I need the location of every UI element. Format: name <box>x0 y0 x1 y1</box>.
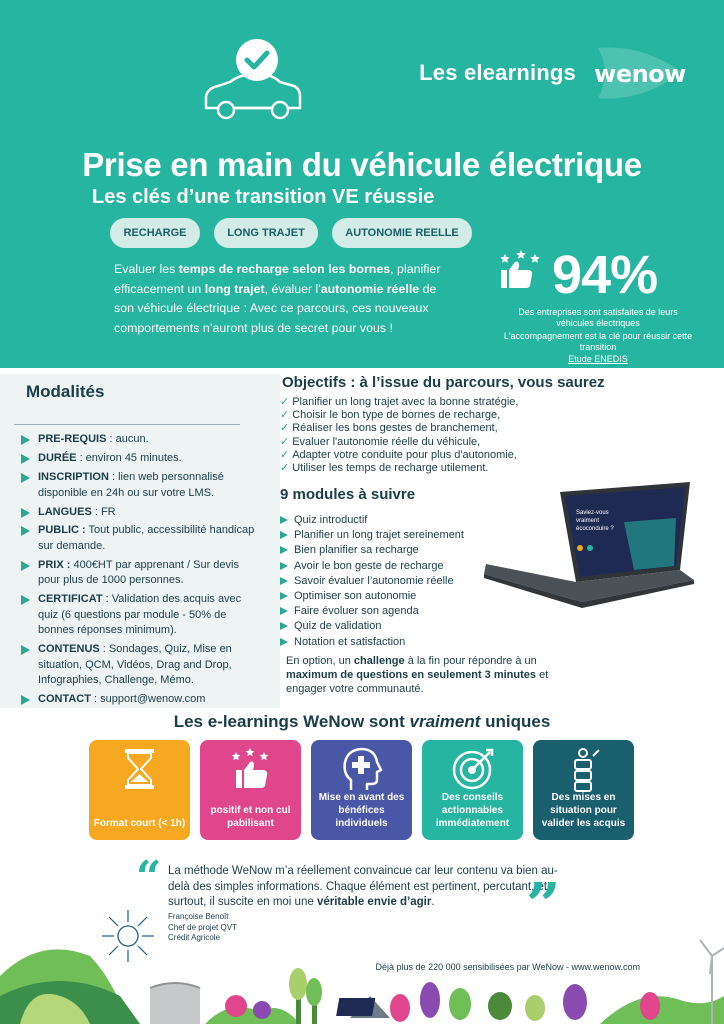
feature-card-mises-en-situation <box>533 740 634 840</box>
feature-card-label: Des conseils actionnables immédiatement <box>435 792 510 829</box>
feature-card-benefices <box>311 740 412 840</box>
list-item: Avoir le bon geste de recharge <box>280 559 464 574</box>
arrow-right-icon <box>21 561 30 571</box>
feature-card-conseils <box>422 740 523 840</box>
stat-description: Des entreprises sont satisfaites de leurs véhicules électriques <box>518 307 678 328</box>
laptop-illustration <box>484 482 696 608</box>
list-item: Savoir évaluer l’autonomie réelle <box>280 574 464 589</box>
testimonial-text: La méthode WeNow m’a réellement convaincue car leur contenu va bien au-delà des simples informations. Chaque élément est pertinent, percutant, et surtout, il suscite en moi une véritable envie d’agir. <box>168 865 558 908</box>
arrow-right-icon <box>280 607 288 615</box>
laptop-screen-line2: vraiment <box>576 518 600 524</box>
thumbs-up-stars-icon <box>495 248 543 292</box>
list-item: LANGUES : FR <box>20 505 258 521</box>
arrow-right-icon <box>21 695 30 705</box>
list-item: PRIX : 400€HT par apprenant / Sur devis pour plus de 1000 personnes. <box>20 558 258 589</box>
logo-text: wenow <box>594 60 686 88</box>
list-item: Quiz de validation <box>280 619 464 634</box>
list-item: CONTACT : support@wenow.com <box>20 692 258 708</box>
page-title: Prise en main du véhicule électrique <box>82 146 642 183</box>
feature-card-label: Format court (< 1h) <box>93 818 186 829</box>
list-item: CERTIFICAT : Validation des acquis avec quiz (6 questions par module - 50% de bonnes réponses minimum). <box>20 592 258 639</box>
arrow-right-icon <box>21 508 30 518</box>
option-text: En option, un challenge à la fin pour répondre à un maximum de questions en seulement 3 minutes et engager votre communauté. <box>286 655 549 695</box>
intro-text: Evaluer les temps de recharge selon les bornes, planifier efficacement un long trajet, évaluer l'autonomie réelle de son véhicule électrique : Avec ce parcours, ces nouveaux comportements n’auront plus de secret pour vous ! <box>114 262 441 335</box>
list-item: PUBLIC : Tout public, accessibilité handicap sur demande. <box>20 523 258 554</box>
arrow-right-icon <box>280 577 288 585</box>
page-subtitle: Les clés d’une transition VE réussie <box>92 186 435 208</box>
arrow-right-icon <box>280 516 288 524</box>
check-icon: ✓ <box>280 435 290 448</box>
list-item: ✓ Evaluer l'autonomie réelle du véhicule, <box>280 435 481 448</box>
list-item: ✓ Réaliser les bons gestes de branchement, <box>280 422 498 435</box>
footer-text: Déjà plus de 220 000 sensibilisées par WeNow - www.wenow.com <box>375 962 640 972</box>
list-item: ✓ Planifier un long trajet avec la bonne stratégie, <box>280 396 519 408</box>
list-item: Bien planifier sa recharge <box>280 543 464 558</box>
target-icon <box>450 746 495 792</box>
tag-list <box>110 218 472 248</box>
arrow-right-icon <box>21 595 30 605</box>
arrow-right-icon <box>21 473 30 483</box>
tag-long-trajet: LONG TRAJET <box>214 218 318 248</box>
tag-recharge: RECHARGE <box>110 218 200 248</box>
objectifs-title: Objectifs : à l’issue du parcours, vous saurez <box>282 374 605 391</box>
check-icon: ✓ <box>280 422 290 435</box>
arrow-right-icon <box>21 645 30 655</box>
arrow-right-icon <box>280 592 288 600</box>
stacked-figure-icon <box>561 746 606 792</box>
check-icon: ✓ <box>280 448 290 461</box>
brand <box>419 42 688 104</box>
arrow-right-icon <box>280 622 288 630</box>
list-item: INSCRIPTION : lien web personnalisé disponible en 24h ou sur votre LMS. <box>20 470 258 501</box>
feature-card-label: positif et non cul pabilisant <box>210 805 291 829</box>
author-role: Chef de projet QVT <box>168 922 237 932</box>
divider <box>14 424 240 425</box>
arrow-right-icon <box>280 531 288 539</box>
arrow-right-icon <box>280 638 288 646</box>
modalites-list <box>20 429 258 708</box>
quote-close-icon: ” <box>526 871 561 941</box>
electric-car-check-icon <box>200 36 306 128</box>
hourglass-icon <box>117 746 162 792</box>
wenow-logo <box>592 42 688 104</box>
modules-title: 9 modules à suivre <box>280 486 416 503</box>
author-name: Françoise Benoît <box>168 912 229 921</box>
laptop-screen-line3: écoconduire ? <box>576 526 614 532</box>
list-item: Planifier un long trajet sereinement <box>280 528 464 543</box>
feature-card-label: Des mises en situation pour valider les acquis <box>541 792 626 829</box>
thumbs-up-icon <box>228 746 273 792</box>
laptop-screen-line1: Saviez-vous <box>576 510 609 516</box>
arrow-right-icon <box>21 435 30 445</box>
list-item: Quiz introductif <box>280 513 464 528</box>
head-plus-icon <box>339 746 384 792</box>
author-company: Crédit Agricole <box>168 933 221 942</box>
feature-card-format-court <box>89 740 190 840</box>
list-item: Notation et satisfaction <box>280 635 464 650</box>
list-item: ✓ Utiliser les temps de recharge utilement. <box>280 462 489 475</box>
list-item: Faire évoluer son agenda <box>280 604 464 619</box>
tag-autonomie-reelle: AUTONOMIE REELLE <box>332 218 472 248</box>
list-item: ✓ Adapter votre conduite pour plus d'autonomie, <box>280 448 517 461</box>
quote-open-icon: “ <box>136 852 162 903</box>
stat-value: 94% <box>552 245 658 305</box>
stat-note: L'accompagnement est la clé pour réussir cette transition <box>503 331 693 352</box>
feature-card-positif <box>200 740 301 840</box>
list-item: CONTENUS : Sondages, Quiz, Mise en situation, QCM, Vidéos, Drag and Drop, Infographies, Challenge, Mémo. <box>20 642 258 689</box>
list-item: Optimiser son autonomie <box>280 589 464 604</box>
feature-card-label: Mise en avant des bénéfices individuels <box>318 792 405 829</box>
arrow-right-icon <box>280 546 288 554</box>
arrow-right-icon <box>21 454 30 464</box>
modalites-title: Modalités <box>26 382 105 401</box>
list-item: ✓ Choisir le bon type de bornes de recharge, <box>280 409 501 422</box>
check-icon: ✓ <box>280 396 290 408</box>
check-icon: ✓ <box>280 462 290 475</box>
landscape-illustration <box>0 926 724 1024</box>
brand-title: Les elearnings <box>419 60 576 85</box>
modules-list <box>280 513 464 650</box>
feature-cards <box>89 740 634 840</box>
list-item: PRE-REQUIS : aucun. <box>20 432 258 448</box>
arrow-right-icon <box>21 526 30 536</box>
check-icon: ✓ <box>280 409 290 422</box>
arrow-right-icon <box>280 562 288 570</box>
list-item: DURÉE : environ 45 minutes. <box>20 451 258 467</box>
header-banner <box>0 0 724 368</box>
stat-source-link[interactable]: Etude ENEDIS <box>568 354 628 364</box>
uniques-title: Les e-learnings WeNow sont vraiment uniques <box>173 712 551 731</box>
objectifs-list <box>280 396 518 475</box>
